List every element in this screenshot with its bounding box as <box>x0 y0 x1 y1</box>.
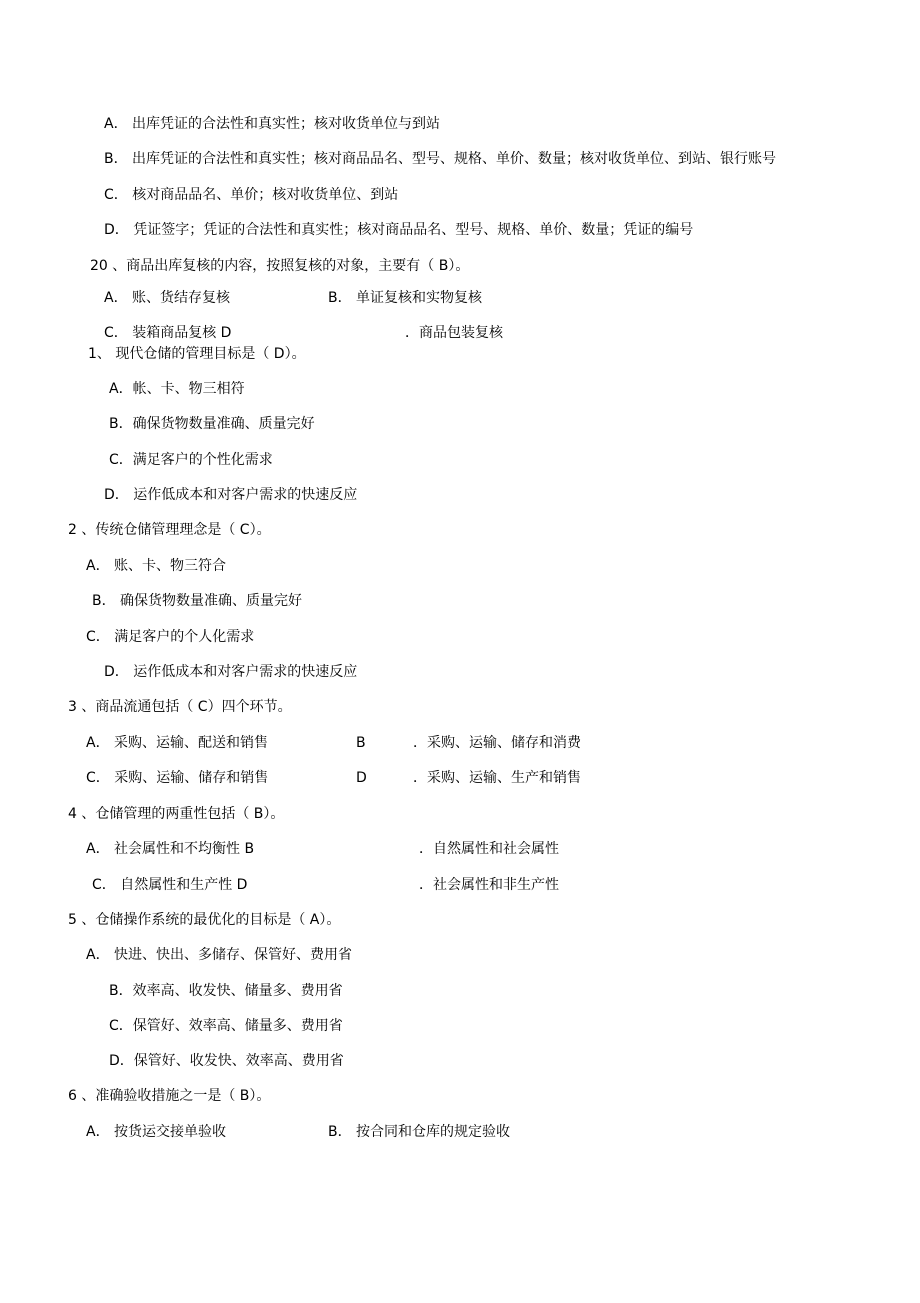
q3-option-c: C． 采购、运输、储存和销售 <box>86 770 269 786</box>
q20-option-c: C． 装箱商品复核 D <box>104 325 232 341</box>
q20-option-a: A． 账、货结存复核 <box>104 290 231 306</box>
q19-option-a: A． 出库凭证的合法性和真实性；核对收货单位与到站 <box>104 116 441 132</box>
q4-option-d: ．社会属性和非生产性 <box>419 877 559 893</box>
q3-option-b: ．采购、运输、储存和消费 <box>413 735 581 751</box>
q4-question: 4 、仓储管理的两重性包括（ B）。 <box>68 806 285 822</box>
q3-option-d: ．采购、运输、生产和销售 <box>413 770 581 786</box>
q20-option-b: B． 单证复核和实物复核 <box>328 290 483 306</box>
q1-option-d: D． 运作低成本和对客户需求的快速反应 <box>104 487 358 503</box>
q5-question: 5 、仓储操作系统的最优化的目标是（ A）。 <box>68 912 341 928</box>
q19-option-b: B． 出库凭证的合法性和真实性；核对商品品名、型号、规格、单价、数量；核对收货单位、到站、银行账号 <box>104 151 777 167</box>
q2-option-d: D． 运作低成本和对客户需求的快速反应 <box>104 664 358 680</box>
q3-option-b-letter: B <box>356 735 366 751</box>
q3-question: 3 、商品流通包括（ C）四个环节。 <box>68 699 292 715</box>
q1-option-c: C．满足客户的个性化需求 <box>109 452 273 468</box>
q20-option-d: ．商品包装复核 <box>405 325 503 341</box>
q5-option-c: C．保管好、效率高、储量多、费用省 <box>109 1018 343 1034</box>
q2-option-c: C． 满足客户的个人化需求 <box>86 629 255 645</box>
q2-question: 2 、传统仓储管理理念是（ C）。 <box>68 522 271 538</box>
q5-option-b: B．效率高、收发快、储量多、费用省 <box>109 983 343 999</box>
q6-option-b: B． 按合同和仓库的规定验收 <box>328 1124 511 1140</box>
q4-option-a: A． 社会属性和不均衡性 B <box>86 841 255 857</box>
q6-question: 6 、准确验收措施之一是（ B）。 <box>68 1088 271 1104</box>
q19-option-d: D． 凭证签字；凭证的合法性和真实性；核对商品品名、型号、规格、单价、数量；凭证的编号 <box>104 222 694 238</box>
q5-option-a: A． 快进、快出、多储存、保管好、费用省 <box>86 947 353 963</box>
q4-option-b: ．自然属性和社会属性 <box>419 841 559 857</box>
q2-option-b: B． 确保货物数量准确、质量完好 <box>92 593 303 609</box>
q20-question: 20 、商品出库复核的内容，按照复核的对象，主要有（ B）。 <box>90 258 470 274</box>
q3-option-a: A． 采购、运输、配送和销售 <box>86 735 269 751</box>
q6-option-a: A． 按货运交接单验收 <box>86 1124 227 1140</box>
q4-option-c: C． 自然属性和生产性 D <box>92 877 248 893</box>
q3-option-d-letter: D <box>356 770 367 786</box>
q1-option-b: B．确保货物数量准确、质量完好 <box>109 416 315 432</box>
q19-option-c: C． 核对商品品名、单价；核对收货单位、到站 <box>104 187 399 203</box>
q5-option-d: D．保管好、收发快、效率高、费用省 <box>109 1053 344 1069</box>
q1-question: 1、 现代仓储的管理目标是（ D）。 <box>88 346 306 362</box>
q2-option-a: A． 账、卡、物三符合 <box>86 558 227 574</box>
q1-option-a: A．帐、卡、物三相符 <box>109 381 245 397</box>
